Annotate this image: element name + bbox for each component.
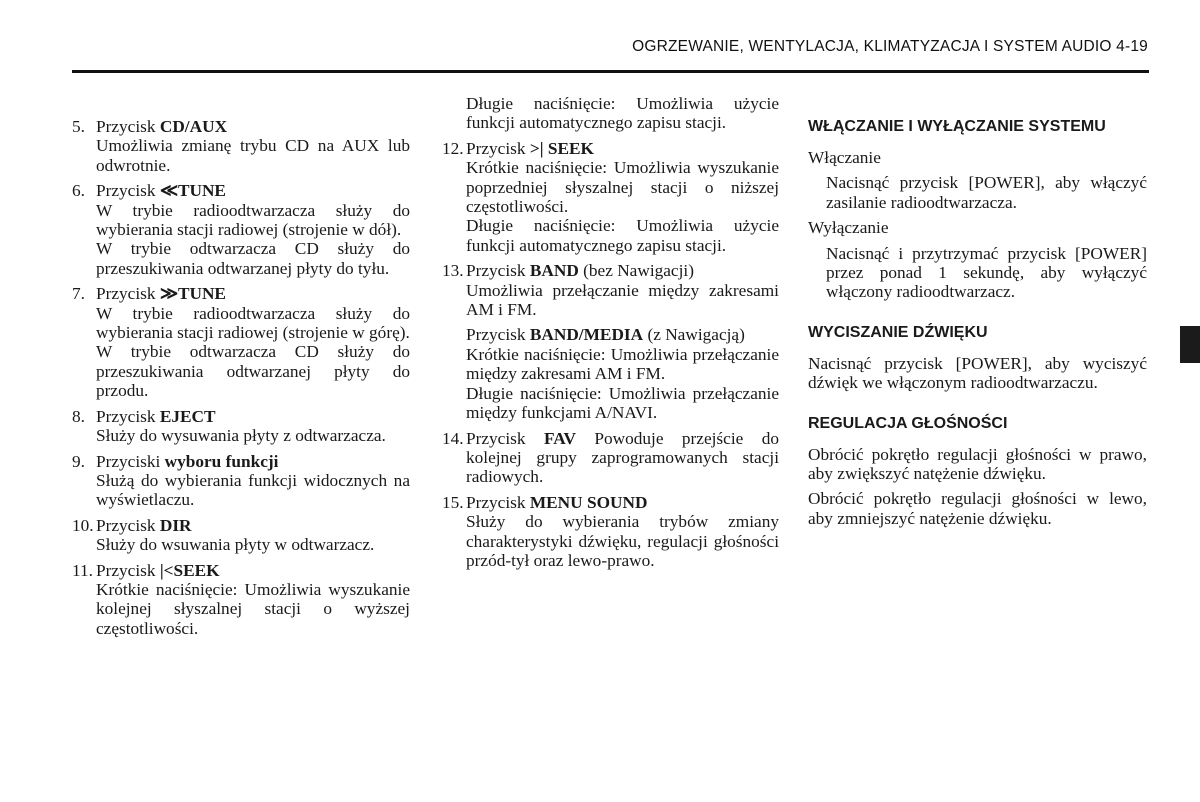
list-item-11-continued: Długie naciśnięcie: Umożliwia użycie funkcji automatycznego zapisu stacji. bbox=[466, 94, 779, 133]
double-right-chevron-icon: ≫ bbox=[159, 284, 178, 304]
button-name: TUNE bbox=[177, 181, 226, 201]
item-description: Umożliwia zmianę trybu CD na AUX lub odwrotnie. bbox=[96, 136, 410, 175]
button-name: MENU SOUND bbox=[529, 492, 648, 512]
list-item-11: 11. Przycisk |<SEEK Krótkie naciśnięcie: Umożliwia wyszukanie kolejnej słyszalnej stacji o wyższej częstotliwości. bbox=[72, 560, 410, 638]
button-name: wyboru funkcji bbox=[164, 451, 279, 471]
button-name: FAV bbox=[543, 428, 576, 448]
column-3: WŁĄCZANIE I WYŁĄCZANIE SYSTEMU Włączanie Nacisnąć przycisk [POWER], aby włączyć zasilanie radioodtwarzacza. Wyłączanie Nacisnąć i przytrzymać przycisk [POWER] przez ponad 1 sekundę, aby wyłączyć włączony radioodtwarzacz. WYCISZANIE DŹWIĘKU Nacisnąć przycisk [POWER], aby wyciszyć dźwięk we włączonym radioodtwarzaczu. REGULACJA GŁOŚNOŚCI Obrócić pokrętło regulacji głośności w prawo, aby zwiększyć natężenie dźwięku. Obrócić pokrętło regulacji głośności w lewo, aby zmniejszyć natężenie dźwięku. bbox=[808, 118, 1147, 528]
double-left-chevron-icon: ≪ bbox=[159, 181, 178, 201]
list-item-6: 6. Przycisk ≪TUNE W trybie radioodtwarzacza służy do wybierania stacji radiowej (strojenie w dół). W trybie odtwarzacza CD służy do przeszukiwania odtwarzanej płyty do tyłu. bbox=[72, 181, 410, 278]
button-name: EJECT bbox=[159, 406, 216, 426]
header-rule bbox=[72, 70, 1149, 73]
subheading: Włączanie bbox=[808, 148, 881, 167]
list-item-9: 9. Przyciski wyboru funkcji Służą do wybierania funkcji widocznych na wyświetlaczu. bbox=[72, 451, 410, 510]
subheading: Wyłączanie bbox=[808, 218, 889, 238]
button-name: DIR bbox=[159, 515, 192, 535]
list-item-5: 5. Przycisk CD/AUX Umożliwia zmianę trybu CD na AUX lub odwrotnie. bbox=[72, 117, 410, 175]
section-heading: WŁĄCZANIE I WYŁĄCZANIE SYSTEMU bbox=[808, 118, 1106, 135]
button-name: SEEK bbox=[173, 560, 220, 580]
section-tab-marker bbox=[1180, 326, 1200, 363]
seek-forward-icon: >| bbox=[529, 138, 544, 158]
list-item-15: 15. Przycisk MENU SOUND Służy do wybierania trybów zmiany charakterystyki dźwięku, regulacji głośności przód-tył oraz lewo-prawo. bbox=[442, 492, 779, 570]
button-name: SEEK bbox=[547, 138, 594, 158]
list-item-13: 13. Przycisk BAND (bez Nawigacji) Umożliwia przełączanie między zakresami AM i FM. Przycisk BAND/MEDIA (z Nawigacją) Krótkie naciśnięcie: Umożliwia przełączanie między zakresami AM i FM. Długie naciśnięcie: Umożliwia przełączanie między funkcjami A/NAVI. bbox=[442, 261, 779, 423]
list-item-10: 10. Przycisk DIR Służy do wsuwania płyty w odtwarzacz. bbox=[72, 515, 375, 555]
column-1 bbox=[72, 117, 410, 638]
button-name: TUNE bbox=[177, 284, 226, 304]
section-heading: REGULACJA GŁOŚNOŚCI bbox=[808, 414, 1008, 432]
button-name: CD/AUX bbox=[159, 117, 228, 136]
seek-back-icon: |< bbox=[159, 560, 174, 580]
list-item-7: 7. Przycisk ≫TUNE W trybie radioodtwarzacza służy do wybierania stacji radiowej (strojenie w górę). W trybie odtwarzacza CD służy do przeszukiwania odtwarzanej płyty do przodu. bbox=[72, 284, 410, 401]
list-item-14: 14. Przycisk FAV Powoduje przejście do kolejnej grupy zaprogramowanych stacji radiowych. bbox=[442, 428, 779, 487]
button-name: BAND/MEDIA bbox=[529, 325, 644, 345]
column-2 bbox=[442, 94, 779, 570]
section-heading: WYCISZANIE DŹWIĘKU bbox=[808, 323, 988, 341]
list-item-12: 12. Przycisk >| SEEK Krótkie naciśnięcie: Umożliwia wyszukanie poprzedniej słyszalnej stacji o niższej częstotliwości. Długie naciśnięcie: Umożliwia użycie funkcji automatycznego zapisu stacji. bbox=[442, 138, 779, 255]
list-item-8: 8. Przycisk EJECT Służy do wysuwania płyty z odtwarzacza. bbox=[72, 406, 386, 446]
page-header: OGRZEWANIE, WENTYLACJA, KLIMATYZACJA I SYSTEM AUDIO 4-19 bbox=[632, 38, 1148, 55]
item-number: 5. bbox=[72, 117, 85, 136]
button-name: BAND bbox=[529, 261, 579, 281]
